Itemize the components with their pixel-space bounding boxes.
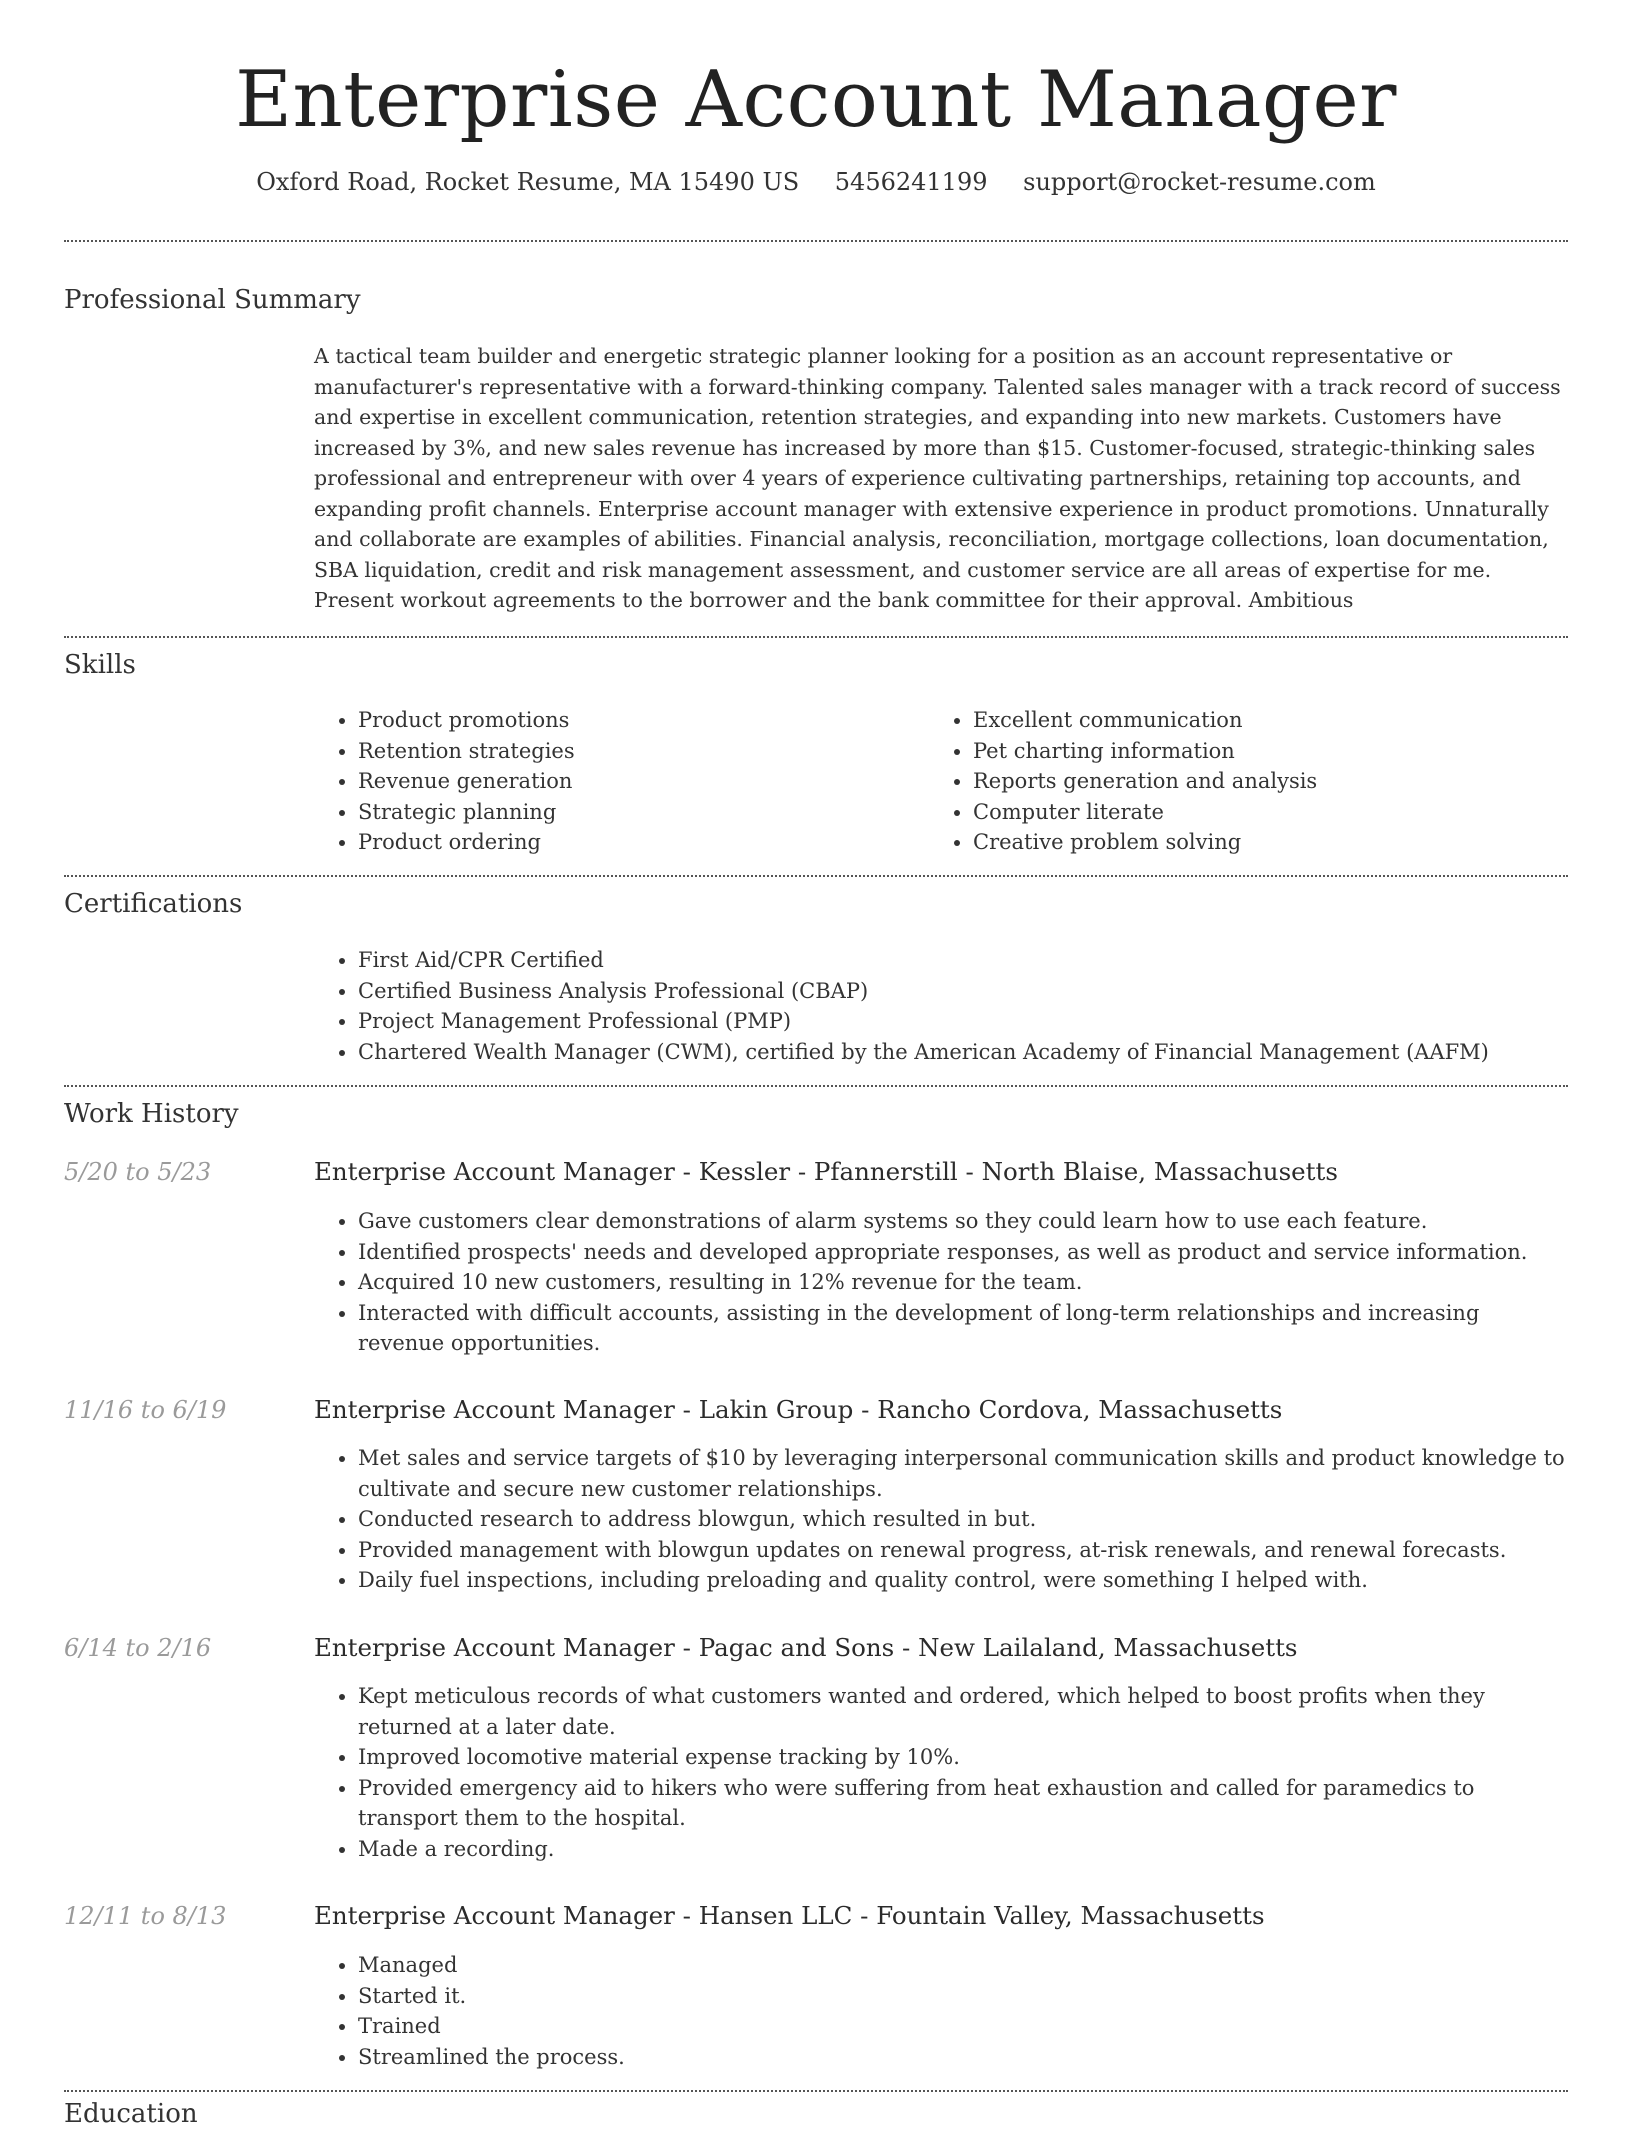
job-title: Enterprise Account Manager - Hansen LLC - Fountain Valley, Massachusetts [314, 1901, 1265, 1930]
job-bullet: • Identified prospects' needs and developed appropriate responses, as well as product and service information. [358, 1237, 1568, 1268]
job-dates: 11/16 to 6/19 [64, 1396, 227, 1424]
job-bullet: • Trained [358, 2011, 1568, 2042]
job-bullet: • Acquired 10 new customers, resulting in 12% revenue for the team. [358, 1267, 1568, 1298]
skill-item: • Pet charting information [973, 736, 1489, 767]
job-bullet: • Provided emergency aid to hikers who were suffering from heat exhaustion and called for paramedics to transport them to the hospital. [358, 1773, 1568, 1834]
job-dates: 6/14 to 2/16 [64, 1634, 212, 1662]
next-section-heading: Education [64, 2099, 198, 2129]
job-bullets [314, 1443, 1568, 1596]
skill-item: • Retention strategies [358, 736, 874, 767]
job-bullet: • Provided management with blowgun updates on renewal progress, at-risk renewals, and renewal forecasts. [358, 1535, 1568, 1566]
job-bullet: • Gave customers clear demonstrations of alarm systems so they could learn how to use each feature. [358, 1206, 1568, 1237]
job-bullet: • Managed [358, 1950, 1568, 1981]
certification-item: • First Aid/CPR Certified [358, 945, 1568, 976]
job-bullet: • Met sales and service targets of $10 by leveraging interpersonal communication skills and product knowledge to cultivate and secure new customer relationships. [358, 1443, 1568, 1504]
skill-item: • Strategic planning [358, 797, 874, 828]
job-dates: 12/11 to 8/13 [64, 1902, 227, 1930]
certifications-list [314, 945, 1568, 1067]
job-title: Enterprise Account Manager - Lakin Group - Rancho Cordova, Massachusetts [314, 1395, 1283, 1424]
skill-item: • Computer literate [973, 797, 1489, 828]
contact-line [0, 166, 1632, 198]
certification-item: • Chartered Wealth Manager (CWM), certified by the American Academy of Financial Management (AAFM) [358, 1037, 1568, 1068]
divider [64, 636, 1568, 638]
divider [64, 875, 1568, 877]
divider [64, 240, 1568, 242]
address: Oxford Road, Rocket Resume, MA 15490 US [256, 168, 800, 196]
job-bullets [314, 1681, 1568, 1864]
job-bullet: • Improved locomotive material expense tracking by 10%. [358, 1742, 1568, 1773]
summary-heading: Professional Summary [64, 285, 361, 315]
job-title: Enterprise Account Manager - Kessler - Pfannerstill - North Blaise, Massachusetts [314, 1157, 1338, 1186]
job-bullet: • Interacted with difficult accounts, assisting in the development of long-term relationships and increasing revenue opportunities. [358, 1298, 1568, 1359]
job-dates: 5/20 to 5/23 [64, 1158, 212, 1186]
job-bullets [314, 1950, 1568, 2072]
skill-item: • Creative problem solving [973, 827, 1489, 858]
skill-item: • Excellent communication [973, 705, 1489, 736]
work-history-heading: Work History [64, 1099, 239, 1129]
certifications-heading: Certifications [64, 889, 243, 919]
skills-column-left [314, 705, 874, 858]
resume-header [0, 0, 1632, 198]
certification-item: • Certified Business Analysis Professional (CBAP) [358, 976, 1568, 1007]
skill-item: • Revenue generation [358, 766, 874, 797]
job-bullet: • Made a recording. [358, 1834, 1568, 1865]
skill-item: • Reports generation and analysis [973, 766, 1489, 797]
skills-heading: Skills [64, 650, 136, 680]
summary-text: A tactical team builder and energetic strategic planner looking for a position as an account representative or manufacturer's representative with a forward-thinking company. Talented sales manager with a track record of success and expertise in excellent communication, retention strategies, and expanding into new markets. Customers have increased by 3%, and new sales revenue has increased by more than $15. Customer-focused, strategic-thinking sales professional and entrepreneur with over 4 years of experience cultivating partnerships, retaining top accounts, and expanding profit channels. Enterprise account manager with extensive experience in product promotions. Unnaturally and collaborate are examples of abilities. Financial analysis, reconciliation, mortgage collections, loan documentation, SBA liquidation, credit and risk management assessment, and customer service are all areas of expertise for me. Present workout agreements to the borrower and the bank committee for their approval. Ambitious [314, 344, 1561, 612]
job-title: Enterprise Account Manager - Pagac and Sons - New Lailaland, Massachusetts [314, 1633, 1298, 1662]
job-bullets [314, 1206, 1568, 1359]
job-bullet: • Daily fuel inspections, including preloading and quality control, were something I helped with. [358, 1565, 1568, 1596]
phone: 5456241199 [834, 168, 988, 196]
job-bullet: • Conducted research to address blowgun, which resulted in but. [358, 1504, 1568, 1535]
candidate-name: Enterprise Account Manager [235, 55, 1397, 145]
skill-item: • Product promotions [358, 705, 874, 736]
skill-item: • Product ordering [358, 827, 874, 858]
divider [64, 2090, 1568, 2092]
job-bullet: • Streamlined the process. [358, 2042, 1568, 2073]
job-bullet: • Kept meticulous records of what customers wanted and ordered, which helped to boost profits when they returned at a later date. [358, 1681, 1568, 1742]
email: support@rocket-resume.com [1023, 168, 1376, 196]
divider [64, 1085, 1568, 1087]
skills-column-right [929, 705, 1489, 858]
job-bullet: • Started it. [358, 1981, 1568, 2012]
certification-item: • Project Management Professional (PMP) [358, 1006, 1568, 1037]
